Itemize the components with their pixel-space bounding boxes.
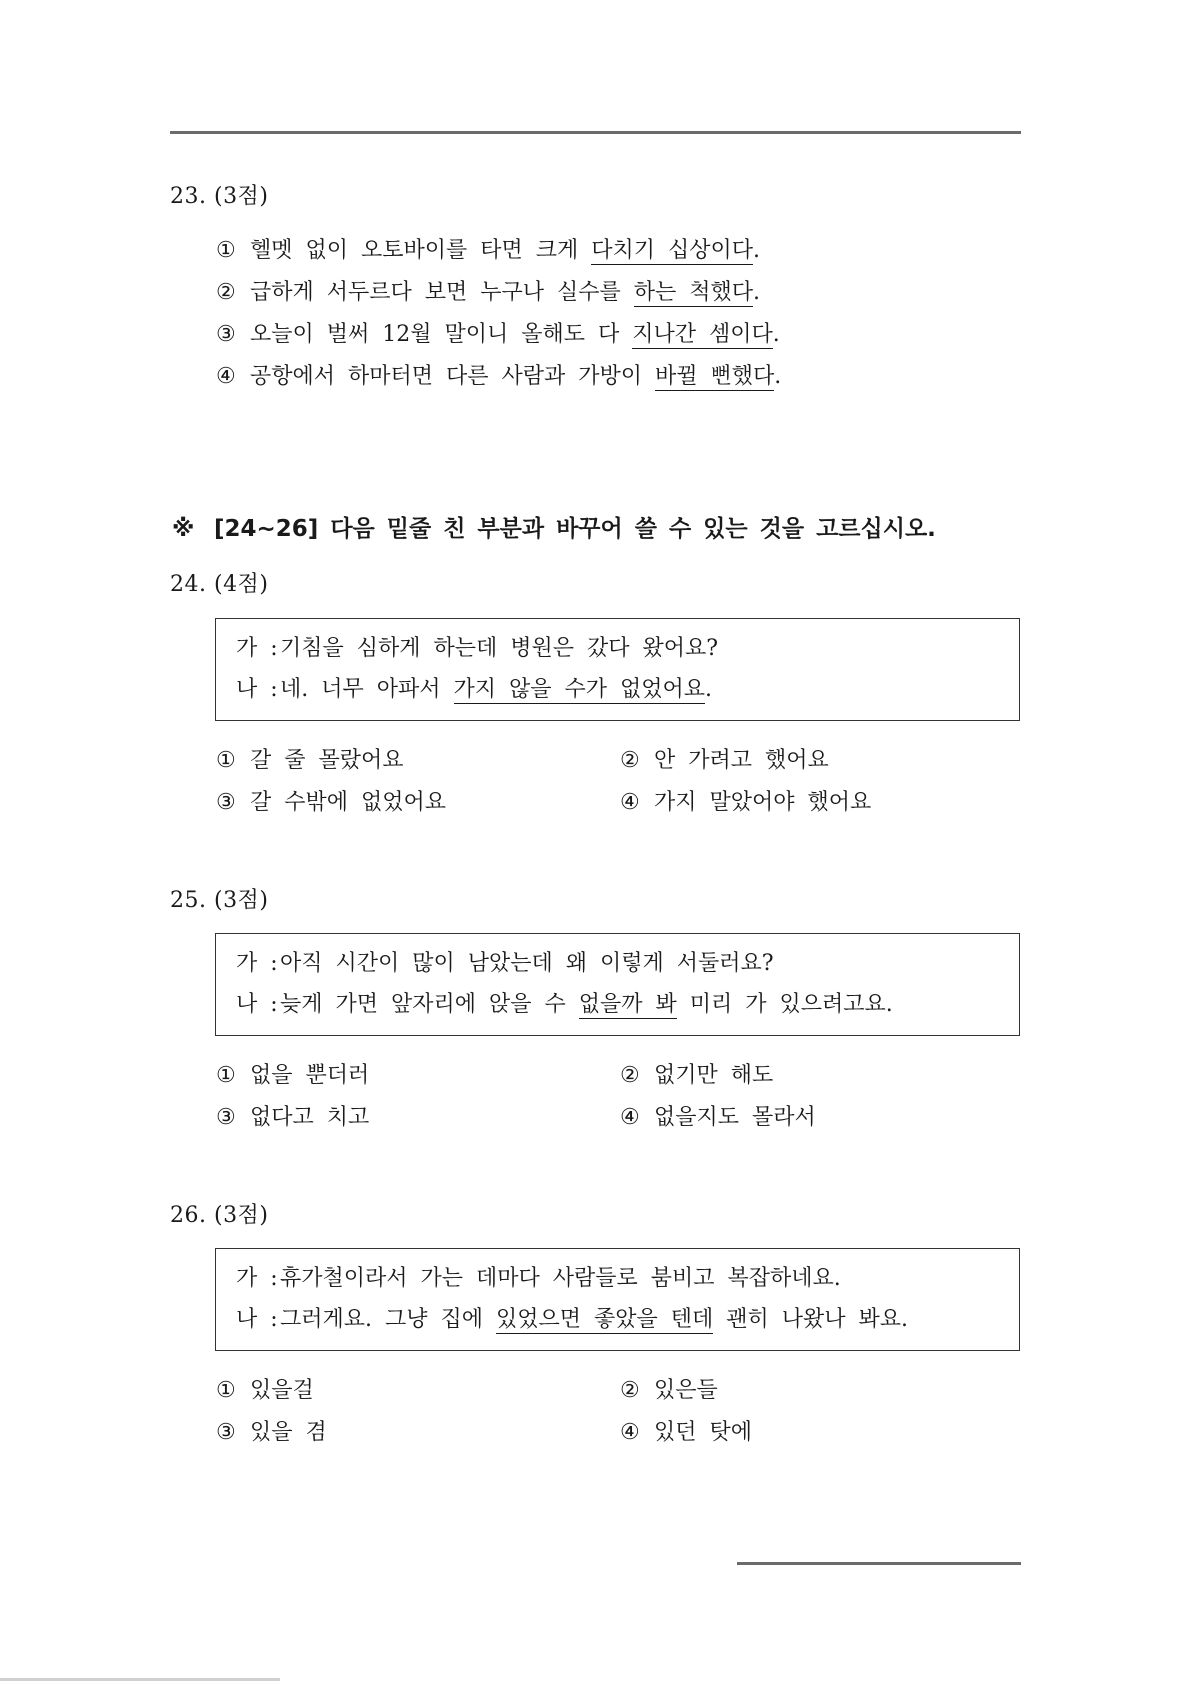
q24-option-4[interactable]	[620, 789, 871, 817]
q25-option-3[interactable]	[216, 1104, 369, 1132]
underlined-phrase: 다치기 십상이다	[591, 238, 754, 263]
option-text: 있을 겸	[250, 1420, 327, 1445]
option-number: ③	[216, 1420, 236, 1445]
q24-option-1[interactable]	[216, 747, 404, 775]
bottom-rule	[737, 1562, 1021, 1565]
option-number: ①	[216, 238, 236, 263]
dialog-line-b: 나 : 그러게요. 그냥 집에 있었으면 좋았을 텐데 괜히 나왔나 봐요.	[236, 1307, 909, 1332]
dialog-text: 아직 시간이 많이 남았는데 왜 이렇게 서둘러요?	[280, 951, 774, 976]
option-text: 갈 줄 몰랐어요	[250, 748, 404, 773]
option-text: 가지 말았어야 했어요	[654, 790, 872, 815]
option-number: ③	[216, 790, 236, 815]
q25-option-2[interactable]	[620, 1062, 773, 1090]
underlined-phrase: 지나간 셈이다	[632, 322, 773, 347]
option-text: 급하게 서두르다 보면 누구나 실수를	[250, 280, 634, 305]
option-text: 안 가려고 했어요	[654, 748, 829, 773]
dialog-text: 휴가철이라서 가는 데마다 사람들로 붐비고 복잡하네요.	[280, 1266, 841, 1291]
option-number: ②	[216, 280, 236, 305]
option-text: 없을지도 몰라서	[654, 1105, 816, 1130]
speaker-label: 가 :	[236, 1266, 278, 1291]
option-text: 있던 탓에	[654, 1420, 753, 1445]
section-instruction	[172, 514, 936, 544]
option-number: ④	[620, 790, 640, 815]
speaker-label: 가 :	[236, 951, 278, 976]
option-text: 헬멧 없이 오토바이를 타면 크게	[250, 238, 592, 263]
option-text: 갈 수밖에 없었어요	[250, 790, 447, 815]
option-number: ②	[620, 1063, 640, 1088]
q25-option-4[interactable]	[620, 1104, 816, 1132]
dialog-line-a	[236, 635, 718, 663]
q23-option-2[interactable]: ② 급하게 서두르다 보면 누구나 실수를 하는 척했다.	[216, 280, 761, 305]
q26-option-2[interactable]	[620, 1377, 718, 1405]
option-text: 있은들	[654, 1378, 718, 1403]
dialog-line-b: 나 : 네. 너무 아파서 가지 않을 수가 없었어요.	[236, 677, 713, 702]
dialog-line-b: 나 : 늦게 가면 앞자리에 앉을 수 없을까 봐 미리 가 있으려고요.	[236, 992, 893, 1017]
dialog-text: 네. 너무 아파서	[280, 677, 454, 702]
dialog-line-a	[236, 950, 774, 978]
q26-dialog-box	[215, 1248, 1020, 1351]
option-number: ④	[620, 1105, 640, 1130]
underlined-phrase: 없을까 봐	[578, 992, 677, 1017]
option-number: ①	[216, 1063, 236, 1088]
option-text: 있을걸	[250, 1378, 314, 1403]
option-number: ①	[216, 748, 236, 773]
dialog-text: 기침을 심하게 하는데 병원은 갔다 왔어요?	[280, 636, 719, 661]
speaker-label: 나 :	[236, 992, 278, 1017]
option-number: ③	[216, 322, 236, 347]
option-text: 오늘이 벌써 12월 말이니 올해도 다	[250, 322, 633, 347]
option-number: ②	[620, 1378, 640, 1403]
q23-option-4[interactable]: ④ 공항에서 하마터면 다른 사람과 가방이 바뀔 뻔했다.	[216, 364, 782, 389]
q26-option-3[interactable]	[216, 1419, 327, 1447]
underlined-phrase: 바뀔 뻔했다	[655, 364, 775, 389]
question-23-header: 23. (3점)	[170, 184, 269, 209]
speaker-label: 나 :	[236, 677, 278, 702]
option-text: 없다고 치고	[250, 1105, 370, 1130]
q23-option-3[interactable]: ③ 오늘이 벌써 12월 말이니 올해도 다 지나간 셈이다.	[216, 322, 780, 347]
dialog-line-a	[236, 1265, 841, 1293]
question-26-header: 26. (3점)	[170, 1203, 269, 1228]
footer-mark	[0, 1678, 280, 1681]
top-rule	[170, 131, 1021, 134]
q26-option-4[interactable]	[620, 1419, 752, 1447]
option-number: ③	[216, 1105, 236, 1130]
dialog-text: 그러게요. 그냥 집에	[280, 1307, 496, 1332]
underlined-phrase: 하는 척했다	[633, 280, 754, 305]
speaker-label: 나 :	[236, 1307, 278, 1332]
underlined-phrase: 있었으면 좋았을 텐데	[496, 1307, 714, 1332]
option-number: ④	[216, 364, 236, 389]
q24-option-2[interactable]	[620, 747, 829, 775]
q25-dialog-box	[215, 933, 1020, 1036]
option-text: 공항에서 하마터면 다른 사람과 가방이	[250, 364, 655, 389]
dialog-text: 늦게 가면 앞자리에 앉을 수	[280, 992, 579, 1017]
option-number: ②	[620, 748, 640, 773]
q24-option-3[interactable]	[216, 789, 446, 817]
question-25-header: 25. (3점)	[170, 888, 269, 913]
q24-dialog-box	[215, 618, 1020, 721]
underlined-phrase: 가지 않을 수가 없었어요	[453, 677, 706, 702]
q26-option-1[interactable]	[216, 1377, 314, 1405]
option-text: 없기만 해도	[654, 1063, 774, 1088]
option-number: ④	[620, 1420, 640, 1445]
option-number: ①	[216, 1378, 236, 1403]
q25-option-1[interactable]	[216, 1062, 369, 1090]
instruction-text: [24~26] 다음 밑줄 친 부분과 바꾸어 쓸 수 있는 것을 고르십시오.	[214, 516, 936, 542]
option-text: 없을 뿐더러	[250, 1063, 370, 1088]
question-24-header: 24. (4점)	[170, 572, 269, 597]
reference-mark: ※	[172, 516, 195, 542]
q23-option-1[interactable]: ① 헬멧 없이 오토바이를 타면 크게 다치기 십상이다.	[216, 238, 761, 263]
speaker-label: 가 :	[236, 636, 278, 661]
